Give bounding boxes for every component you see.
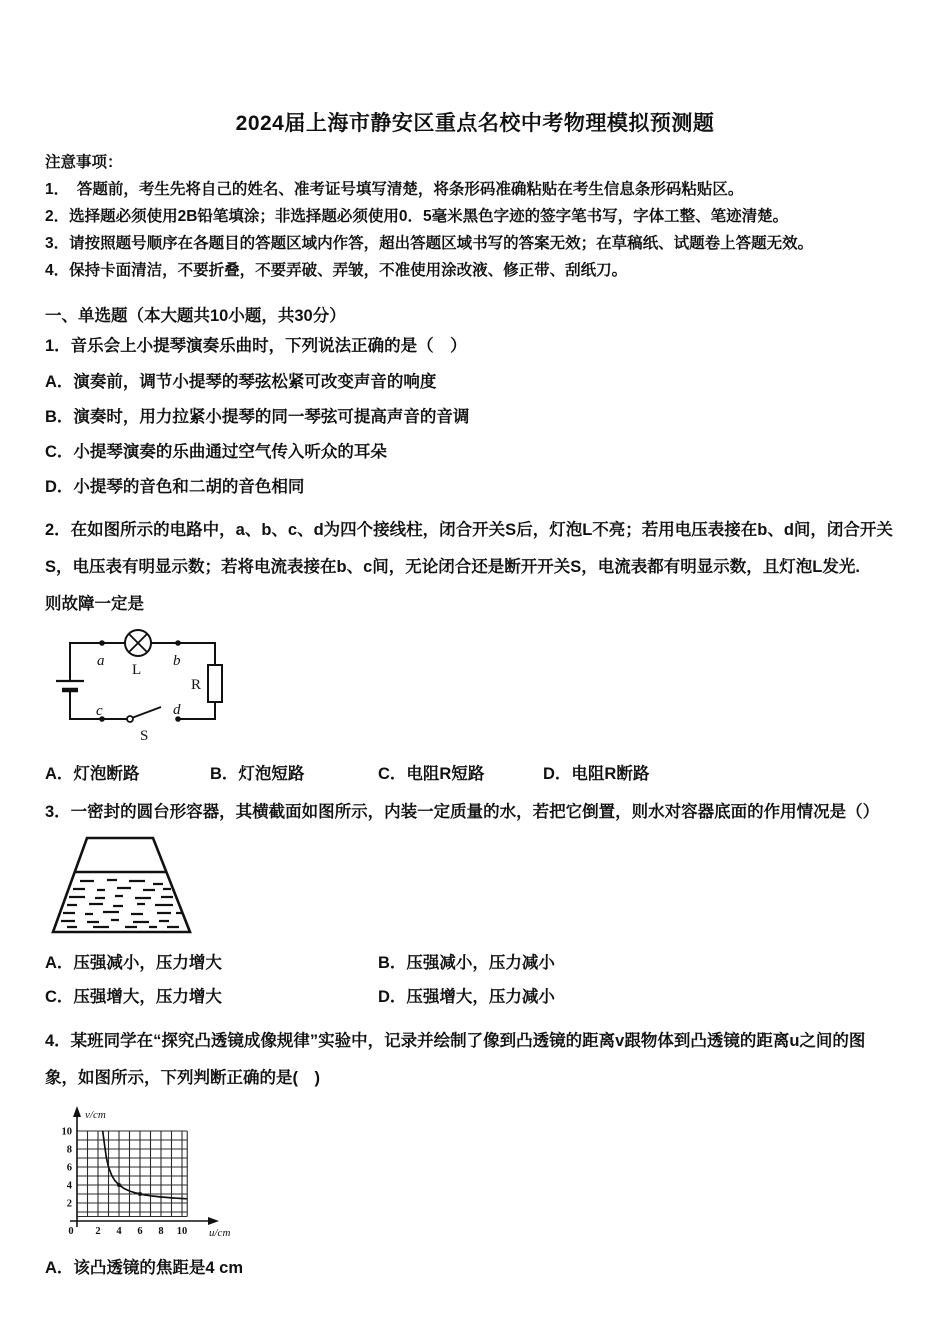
terminal-d-label: d — [173, 702, 181, 718]
q3-option-c: C．压强增大，压力增大 — [45, 988, 222, 1006]
q1-option-b: B．演奏时，用力拉紧小提琴的同一琴弦可提高声音的音调 — [45, 408, 470, 426]
svg-text:8: 8 — [158, 1226, 164, 1237]
y-axis-label: v/cm — [85, 1109, 106, 1121]
question-4 — [45, 1023, 905, 1279]
question-2 — [45, 512, 905, 785]
circuit-diagram-svg — [45, 627, 300, 749]
q4-option-a: A．该凸透镜的焦距是4 cm — [45, 1259, 244, 1277]
svg-text:6: 6 — [66, 1162, 72, 1174]
resistor-icon — [208, 665, 222, 702]
container-figure — [45, 834, 905, 938]
terminal-a-dot — [99, 640, 105, 646]
q1-option-d: D．小提琴的音色和二胡的音色相同 — [45, 478, 305, 496]
lens-graph-figure — [45, 1103, 905, 1245]
question-2-text-line2: S，电压表有明显示数；若将电流表接在b、c间，无论闭合还是断开开关S，电流表都有明显示数，且灯泡L发光. — [45, 558, 860, 576]
resistor-label: R — [191, 677, 202, 693]
notice-item: 2．选择题必须使用2B铅笔填涂；非选择题必须使用0．5毫米黑色字迹的签字笔书写，字体工整、笔迹清楚。 — [45, 208, 789, 225]
svg-text:0: 0 — [68, 1226, 74, 1237]
question-2-text-line3: 则故障一定是 — [45, 595, 144, 613]
notice-item: 4．保持卡面清洁，不要折叠，不要弄破、弄皱，不准使用涂改液、修正带、刮纸刀。 — [45, 262, 628, 279]
x-axis-arrow-icon — [208, 1217, 219, 1225]
question-1 — [45, 335, 905, 498]
question-1-text: 1．音乐会上小提琴演奏乐曲时，下列说法正确的是（ ） — [45, 337, 467, 355]
q2-option-d: D．电阻R断路 — [543, 765, 650, 783]
question-3 — [45, 801, 905, 1008]
q2-option-b: B．灯泡短路 — [210, 765, 305, 783]
q2-option-a: A．灯泡断路 — [45, 765, 140, 783]
graph-grid — [77, 1131, 187, 1217]
question-4-text-line2: 象，如图所示，下列判断正确的是( ) — [45, 1069, 320, 1087]
circuit-figure — [45, 627, 905, 749]
question-3-text: 3．一密封的圆台形容器，其横截面如图所示，内装一定质量的水，若把它倒置，则水对容器底面的作用情况是（） — [45, 803, 880, 821]
page-title: 2024届上海市静安区重点名校中考物理模拟预测题 — [235, 112, 715, 135]
terminal-b-dot — [175, 640, 181, 646]
switch-label: S — [140, 728, 149, 744]
section-heading: 一、单选题（本大题共10小题，共30分） — [45, 307, 346, 325]
y-axis-arrow-icon — [73, 1106, 81, 1117]
notice-item: 3．请按照题号顺序在各题目的答题区域内作答，超出答题区域书写的答案无效；在草稿纸、试题卷上答题无效。 — [45, 235, 814, 252]
q3-option-a: A．压强减小，压力增大 — [45, 954, 222, 972]
svg-text:10: 10 — [176, 1226, 188, 1237]
notice-section — [45, 149, 905, 284]
q1-option-a: A．演奏前，调节小提琴的琴弦松紧可改变声音的响度 — [45, 373, 437, 391]
lens-graph — [45, 1103, 245, 1245]
q2-options-row — [45, 763, 905, 785]
svg-text:4: 4 — [66, 1180, 72, 1192]
svg-text:10: 10 — [61, 1126, 72, 1138]
water-container-svg — [45, 834, 205, 938]
q1-option-c: C．小提琴演奏的乐曲通过空气传入听众的耳朵 — [45, 443, 387, 461]
x-axis-label: u/cm — [209, 1227, 231, 1239]
question-4-text-line1: 4．某班同学在“探究凸透镜成像规律”实验中，记录并绘制了像到凸透镜的距离v跟物体到凸透镜的距离u之间的图 — [45, 1032, 866, 1050]
trapezoid-container-outline — [53, 838, 190, 932]
q3-options-grid — [45, 952, 905, 1008]
q2-option-c: C．电阻R短路 — [378, 765, 485, 783]
q3-option-b: B．压强减小，压力减小 — [378, 954, 555, 972]
lamp-label: L — [132, 662, 142, 678]
svg-text:8: 8 — [66, 1144, 72, 1156]
terminal-c-label: c — [96, 703, 103, 719]
q3-option-d: D．压强增大，压力减小 — [378, 988, 555, 1006]
svg-text:4: 4 — [116, 1226, 122, 1237]
svg-text:6: 6 — [137, 1226, 143, 1237]
question-2-text-line1: 2．在如图所示的电路中，a、b、c、d为四个接线柱，闭合开关S后，灯泡L不亮；若用电压表接在b、d间，闭合开关 — [45, 521, 893, 539]
svg-text:2: 2 — [66, 1198, 72, 1210]
svg-text:2: 2 — [95, 1226, 101, 1237]
switch-pivot-icon — [127, 716, 133, 722]
notice-heading: 注意事项： — [45, 154, 123, 171]
notice-item: 1． 答题前，考生先将自己的姓名、准考证号填写清楚，将条形码准确粘贴在考生信息条形码粘贴区。 — [45, 181, 744, 198]
terminal-a-label: a — [97, 653, 105, 669]
switch-blade-icon — [133, 707, 161, 718]
lens-curve — [103, 1131, 188, 1199]
terminal-b-label: b — [173, 653, 181, 669]
